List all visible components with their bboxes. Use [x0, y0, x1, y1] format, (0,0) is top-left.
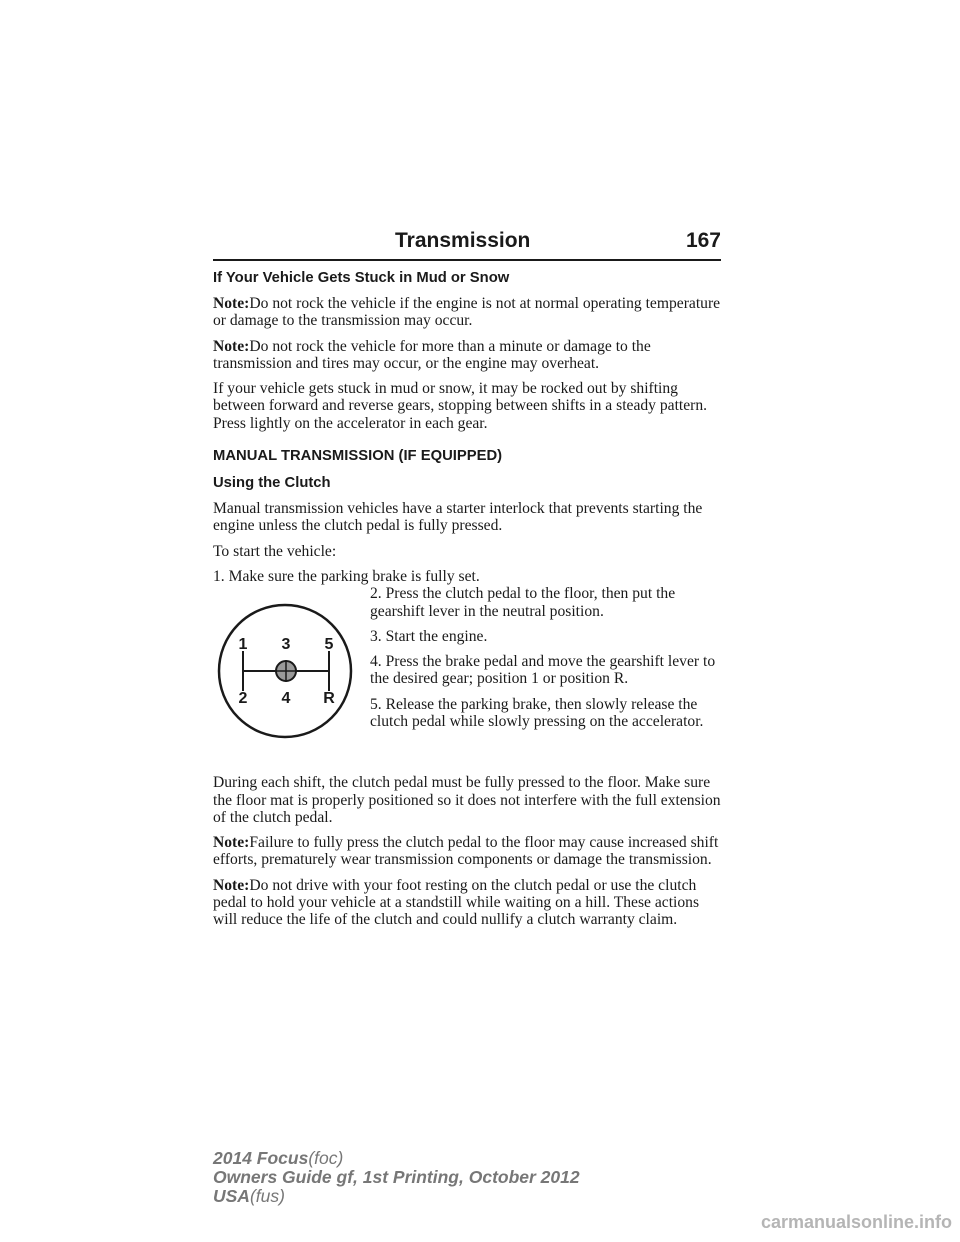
- gear-label-2: 2: [238, 690, 248, 708]
- note-label: Note:: [213, 295, 250, 312]
- note-text: Do not drive with your foot resting on the clutch pedal or use the clutch pedal to hold your vehicle at a standstill while waiting on a hill. These actions will reduce the life of the clutch and could nullify a clutch warranty claim.: [213, 876, 700, 929]
- footer-model: 2014 Focus: [213, 1148, 309, 1168]
- footer-line-3: [213, 1187, 580, 1206]
- note-label: Note:: [213, 834, 250, 852]
- page-number: 167: [685, 229, 721, 252]
- note-1: [213, 295, 721, 330]
- diagram-row: [213, 585, 721, 774]
- note-3: [213, 834, 721, 869]
- shift-paragraph: During each shift, the clutch pedal must be fully pressed to the floor. Make sure the floor mat is properly positioned so it does not interfere with the full extension of the clutch pedal.: [213, 774, 721, 826]
- page-body: [213, 270, 721, 929]
- note-2: [213, 338, 721, 373]
- step-4: 4. Press the brake pedal and move the gearshift lever to the desired gear; position 1 or position R.: [370, 653, 716, 688]
- gear-label-r: R: [323, 690, 335, 708]
- footer-model-code: (foc): [308, 1148, 344, 1168]
- watermark: carmanualsonline.info: [760, 1212, 952, 1232]
- step-1: 1. Make sure the parking brake is fully set.: [213, 567, 480, 585]
- steps-column: [370, 585, 722, 730]
- gear-label-1: 1: [238, 636, 248, 654]
- page-footer: [213, 1149, 580, 1206]
- note-text: Do not rock the vehicle for more than a minute or damage to the transmission and tires may occur, or the engine may overheat.: [213, 337, 651, 372]
- clutch-heading: Using the Clutch: [213, 475, 331, 492]
- footer-market-code: (fus): [249, 1186, 285, 1206]
- stuck-paragraph: If your vehicle gets stuck in mud or snow, it may be rocked out by shifting between forward and reverse gears, stopping between shifts in a steady pattern. Press lightly on the accelerator in each gear.: [213, 380, 708, 432]
- clutch-paragraph: Manual transmission vehicles have a starter interlock that prevents starting the engine unless the clutch pedal is fully pressed.: [213, 500, 703, 535]
- footer-market: USA: [213, 1186, 250, 1206]
- note-text: Do not rock the vehicle if the engine is not at normal operating temperature or damage to the transmission may occur.: [213, 295, 721, 330]
- step-5: 5. Release the parking brake, then slowly release the clutch pedal while slowly pressing on the accelerator.: [370, 695, 704, 731]
- note-4: [213, 877, 721, 929]
- note-label: Note:: [213, 876, 250, 894]
- step-2: 2. Press the clutch pedal to the floor, then put the gearshift lever in the neutral position.: [370, 585, 676, 620]
- note-text: Failure to fully press the clutch pedal to the floor may cause increased shift efforts, prematurely wear transmission components or damage the transmission.: [213, 834, 719, 869]
- stuck-heading: If Your Vehicle Gets Stuck in Mud or Snow: [213, 270, 510, 286]
- gear-label-5: 5: [324, 636, 334, 654]
- gear-label-3: 3: [281, 636, 291, 654]
- page-header: [213, 229, 721, 261]
- gear-label-4: 4: [281, 690, 291, 708]
- step-3: 3. Start the engine.: [370, 627, 488, 645]
- gear-shift-diagram: [213, 591, 353, 749]
- manual-transmission-heading: MANUAL TRANSMISSION (IF EQUIPPED): [213, 448, 503, 465]
- footer-line-1: [213, 1149, 580, 1168]
- note-label: Note:: [213, 337, 250, 355]
- section-title: Transmission: [395, 229, 531, 252]
- start-intro: To start the vehicle:: [213, 542, 337, 560]
- footer-line-2: Owners Guide gf, 1st Printing, October 2012: [213, 1167, 580, 1187]
